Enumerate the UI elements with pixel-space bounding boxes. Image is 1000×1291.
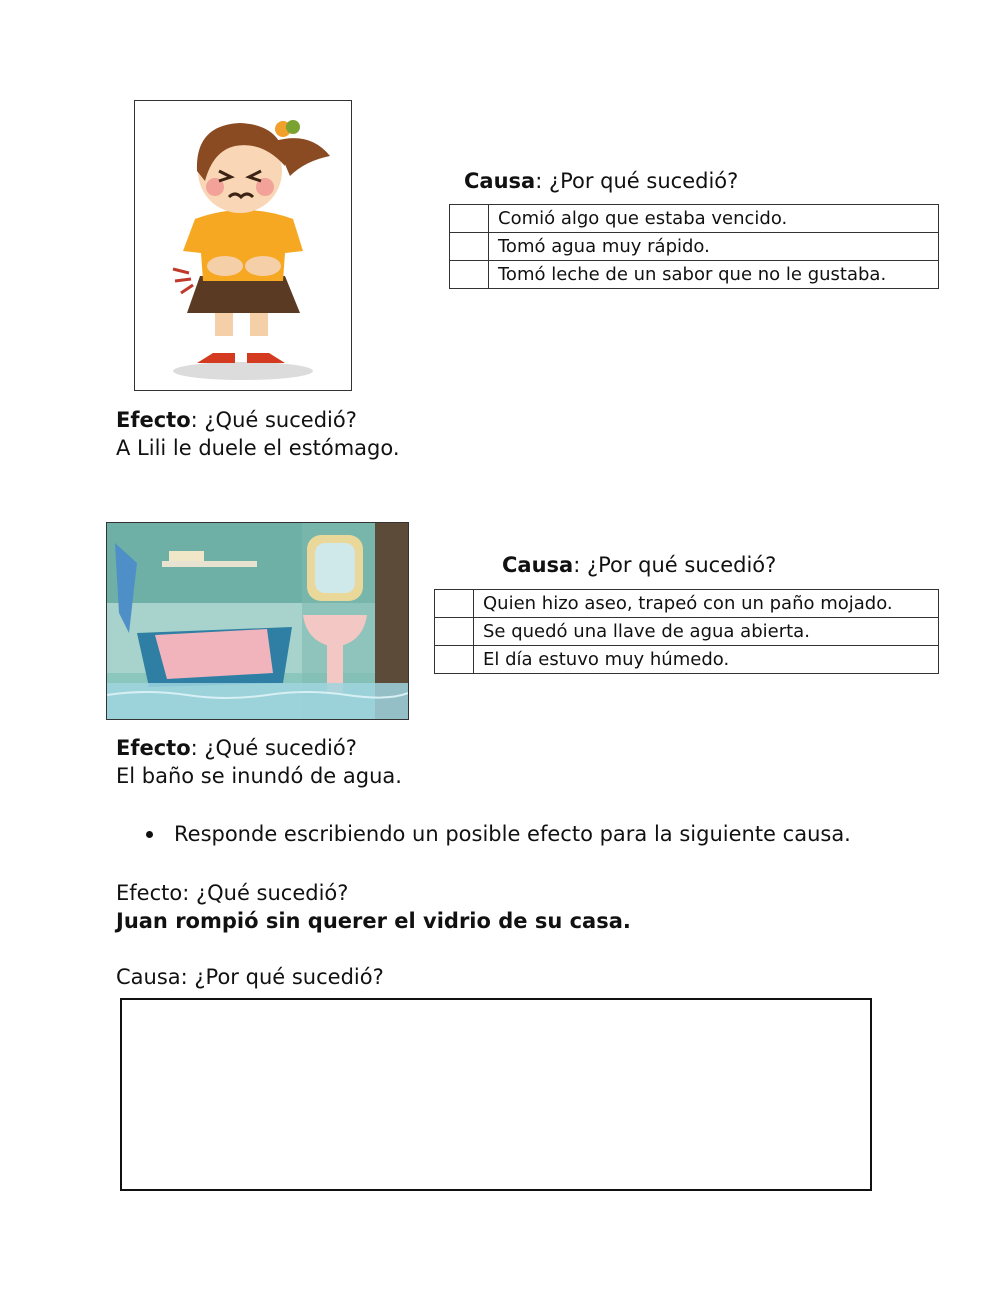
causa-heading-2 [502, 551, 776, 579]
option-label: Comió algo que estaba vencido. [489, 205, 939, 233]
option-checkbox[interactable] [450, 205, 489, 233]
flooded-bathroom-image [106, 522, 409, 720]
bathroom-illustration [107, 523, 408, 719]
efecto-heading-2 [116, 734, 357, 762]
option-checkbox[interactable] [435, 646, 474, 674]
option-row [450, 261, 939, 289]
option-row [435, 646, 939, 674]
causa-line-3: Causa: ¿Por qué sucedió? [116, 965, 384, 989]
efecto-line-3: Efecto: ¿Qué sucedió? [116, 881, 349, 905]
option-row [450, 233, 939, 261]
option-row [435, 590, 939, 618]
efecto-label: Efecto [116, 736, 191, 760]
instruction-text: Responde escribiendo un posible efecto para la siguiente causa. [174, 822, 851, 846]
option-row [450, 205, 939, 233]
causa-question: : ¿Por qué sucedió? [573, 553, 777, 577]
causa-options-table-2 [434, 589, 939, 674]
option-checkbox[interactable] [435, 618, 474, 646]
girl-illustration [135, 101, 351, 390]
causa-label: Causa [464, 169, 536, 193]
option-row [435, 618, 939, 646]
causa-options-table-1 [449, 204, 939, 289]
answer-text-box[interactable] [120, 998, 872, 1191]
option-label: Se quedó una llave de agua abierta. [474, 618, 939, 646]
efecto-text-1: A Lili le duele el estómago. [116, 436, 400, 460]
efecto-text-3 [116, 907, 631, 935]
option-label: Tomó leche de un sabor que no le gustaba. [489, 261, 939, 289]
option-label: El día estuvo muy húmedo. [474, 646, 939, 674]
causa-label: Causa [502, 553, 574, 577]
girl-stomachache-image [134, 100, 352, 391]
option-label: Quien hizo aseo, trapeó con un paño mojado. [474, 590, 939, 618]
bullet-icon [146, 831, 153, 838]
option-checkbox[interactable] [435, 590, 474, 618]
option-checkbox[interactable] [450, 261, 489, 289]
option-checkbox[interactable] [450, 233, 489, 261]
efecto-question: : ¿Qué sucedió? [190, 736, 357, 760]
efecto-text-2: El baño se inundó de agua. [116, 764, 402, 788]
causa-heading-1 [464, 167, 738, 195]
causa-question: : ¿Por qué sucedió? [535, 169, 739, 193]
efecto-question: : ¿Qué sucedió? [190, 408, 357, 432]
efecto-heading-1 [116, 406, 357, 434]
efecto-statement: Juan rompió sin querer el vidrio de su casa. [116, 909, 631, 933]
option-label: Tomó agua muy rápido. [489, 233, 939, 261]
efecto-label: Efecto [116, 408, 191, 432]
